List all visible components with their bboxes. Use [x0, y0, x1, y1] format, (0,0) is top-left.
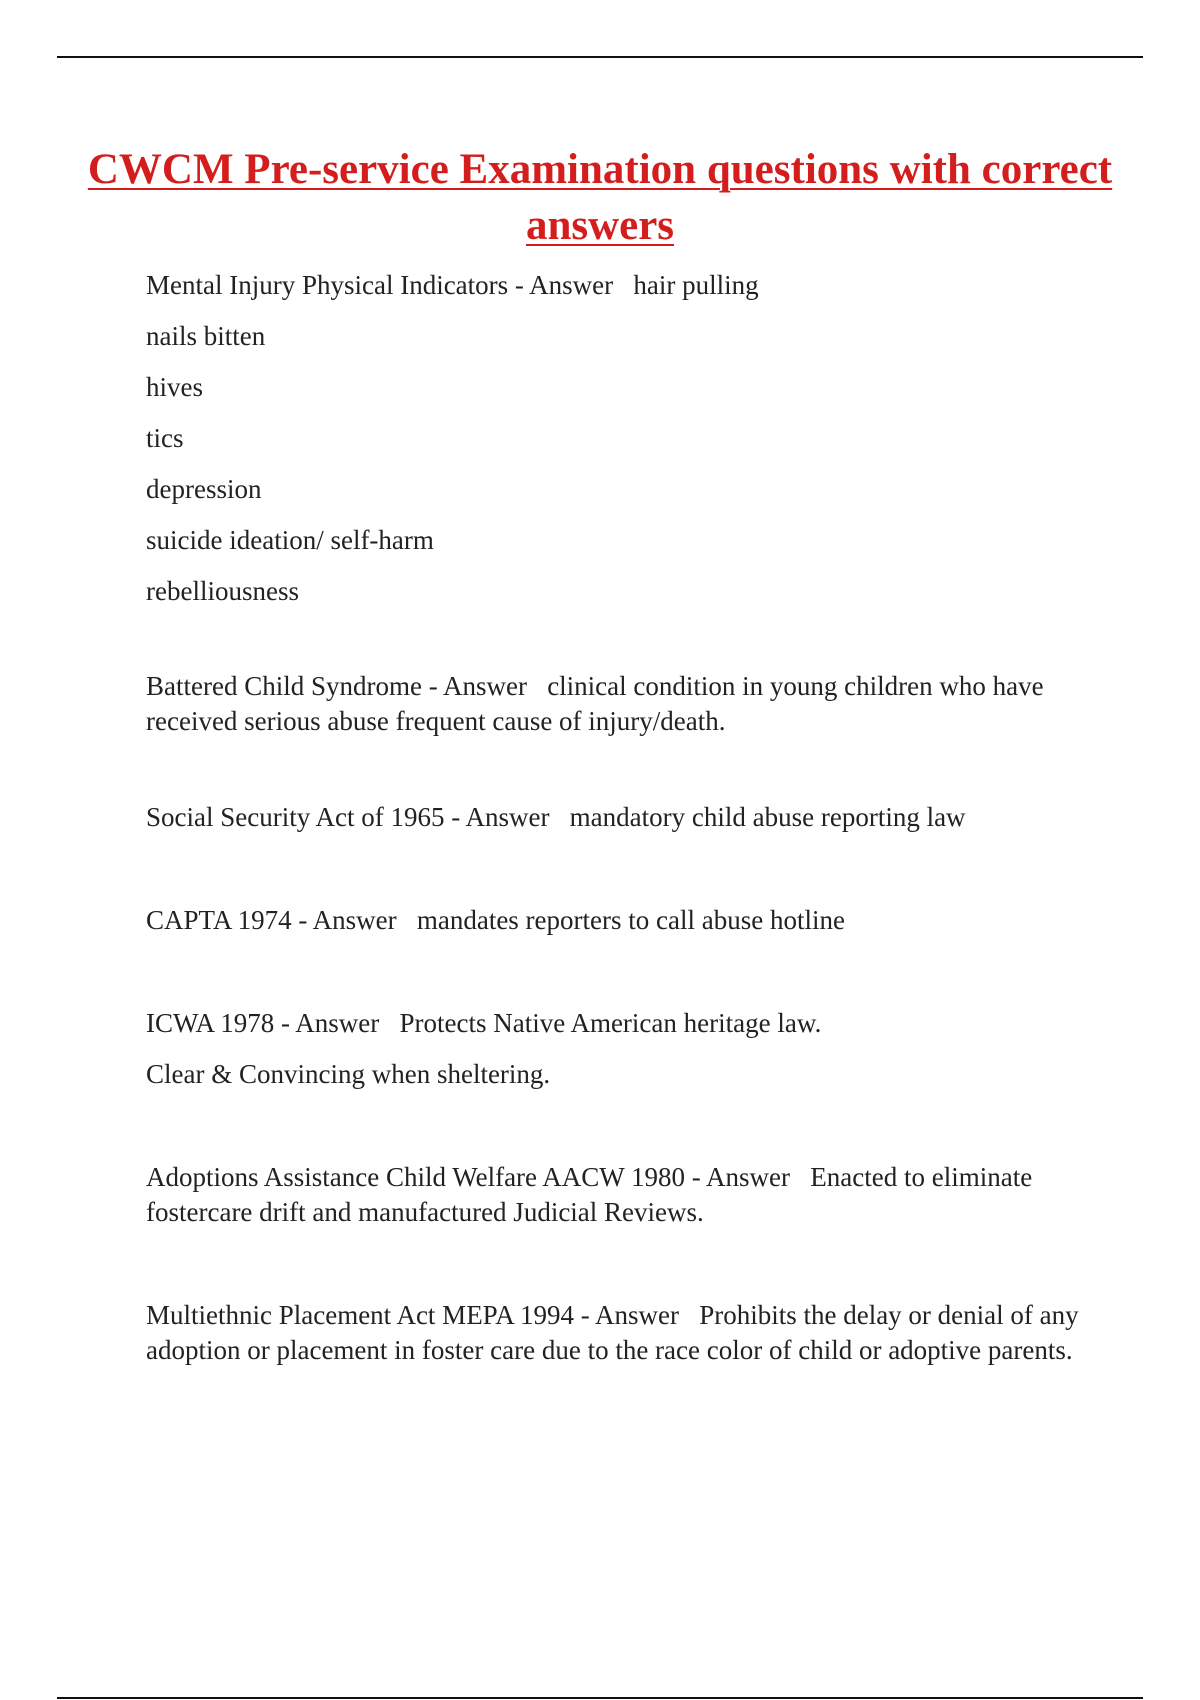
entry-text: ICWA 1978 - Answer Protects Native American heritage law. — [146, 1008, 822, 1038]
top-divider — [57, 56, 1143, 58]
entry-text: Mental Injury Physical Indicators - Answer hair pulling — [146, 270, 759, 300]
page-title: CWCM Pre-service Examination questions with correct answers — [87, 146, 1113, 249]
entry-icwa — [146, 1006, 1091, 1092]
list-item: suicide ideation/ self-harm — [146, 525, 434, 555]
list-item: hives — [146, 372, 203, 402]
list-item: tics — [146, 423, 184, 453]
entry-capta — [146, 903, 1091, 938]
entry-text: Social Security Act of 1965 - Answer mandatory child abuse reporting law — [146, 802, 966, 832]
document-body — [146, 268, 1091, 1368]
entry-mental-injury — [146, 268, 1091, 609]
entry-aacw — [146, 1160, 1091, 1230]
entry-mepa — [146, 1298, 1091, 1368]
entry-text: Battered Child Syndrome - Answer clinical condition in young children who have received serious abuse frequent cause of injury/death. — [146, 671, 1051, 736]
list-item: depression — [146, 474, 262, 504]
entry-text: Adoptions Assistance Child Welfare AACW 1980 - Answer Enacted to eliminate fostercare drift and manufactured Judicial Reviews. — [146, 1162, 1039, 1227]
list-item: nails bitten — [146, 321, 266, 351]
list-item: rebelliousness — [146, 576, 299, 606]
bottom-divider — [57, 1697, 1143, 1699]
entry-text: Multiethnic Placement Act MEPA 1994 - Answer Prohibits the delay or denial of any adoption or placement in foster care due to the race color of child or adoptive parents. — [146, 1300, 1086, 1365]
entry-social-security — [146, 800, 1091, 835]
entry-text: Clear & Convincing when sheltering. — [146, 1059, 551, 1089]
entry-text: CAPTA 1974 - Answer mandates reporters to call abuse hotline — [146, 905, 845, 935]
entry-battered-child — [146, 669, 1091, 739]
